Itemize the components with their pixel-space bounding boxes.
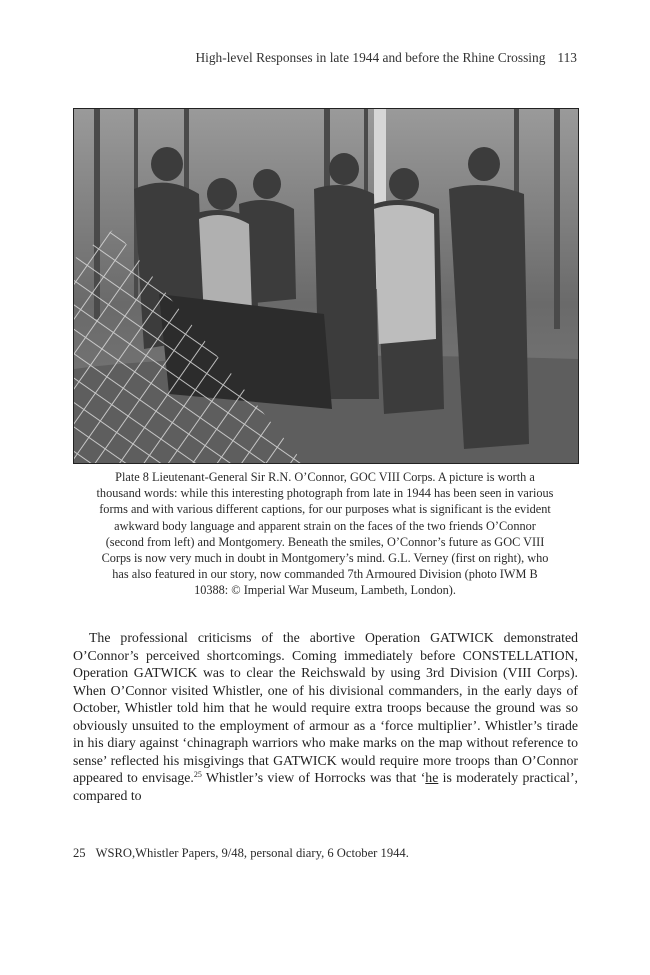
body-paragraph [73, 629, 578, 804]
footnote-number: 25 [73, 846, 86, 860]
footnote [73, 846, 578, 861]
paragraph-part-2: Whistler’s view of Horrocks was that ‘ [201, 770, 426, 785]
caption-line: awkward body language and apparent strain on the faces of the two friends O’Connor [114, 518, 536, 533]
caption-line: 10388: © Imperial War Museum, Lambeth, London). [194, 583, 456, 598]
caption-line: forms and with various different captions, for our purposes what is significant is the evident [99, 502, 551, 517]
underlined-word: he [425, 770, 439, 785]
running-head [0, 50, 577, 66]
caption-line: Corps is now very much in doubt in Montgomery’s mind. G.L. Verney (first on right), who [101, 551, 549, 566]
paragraph-part-1: The professional criticisms of the abortive Operation GATWICK demonstrated O’Connor’s perceived shortcomings. Coming immediately before CONSTELLATION, Operation GATWICK was to clear the Reichswald by using 3rd Division (VIII Corps). When O’Connor visited Whistler, one of his divisional commanders, in the early days of October, Whistler told him that he would require extra troops because the ground was so obviously unsuited to the employment of armour as a ‘force multiplier’. Whistler’s tirade in his diary against ‘chinagraph warriors who make marks on the map without reference to sense’ reflected his misgivings that GATWICK would require more troops than O’Connor appeared to envisage. [73, 630, 578, 785]
caption-line: has also featured in our story, now commanded 7th Armoured Division (photo IWM B [112, 567, 538, 582]
footnote-reference[interactable]: 25 [193, 770, 202, 779]
plate-photograph [73, 108, 579, 464]
caption-line: (second from left) and Montgomery. Beneath the smiles, O’Connor’s future as GOC VIII [105, 534, 545, 549]
plate-caption [72, 469, 578, 599]
running-title: High-level Responses in late 1944 and before the Rhine Crossing [195, 50, 546, 65]
paragraph-text [73, 629, 578, 804]
page-number: 113 [557, 50, 577, 65]
footnote-text: WSRO,Whistler Papers, 9/48, personal diary, 6 October 1944. [95, 846, 409, 860]
caption-line: thousand words: while this interesting photograph from late in 1944 has been seen in various [96, 486, 554, 501]
paragraph-part-3: is moderately practical’, compared to [73, 770, 579, 803]
caption-line: Plate 8 Lieutenant-General Sir R.N. O’Connor, GOC VIII Corps. A picture is worth a [115, 470, 535, 484]
